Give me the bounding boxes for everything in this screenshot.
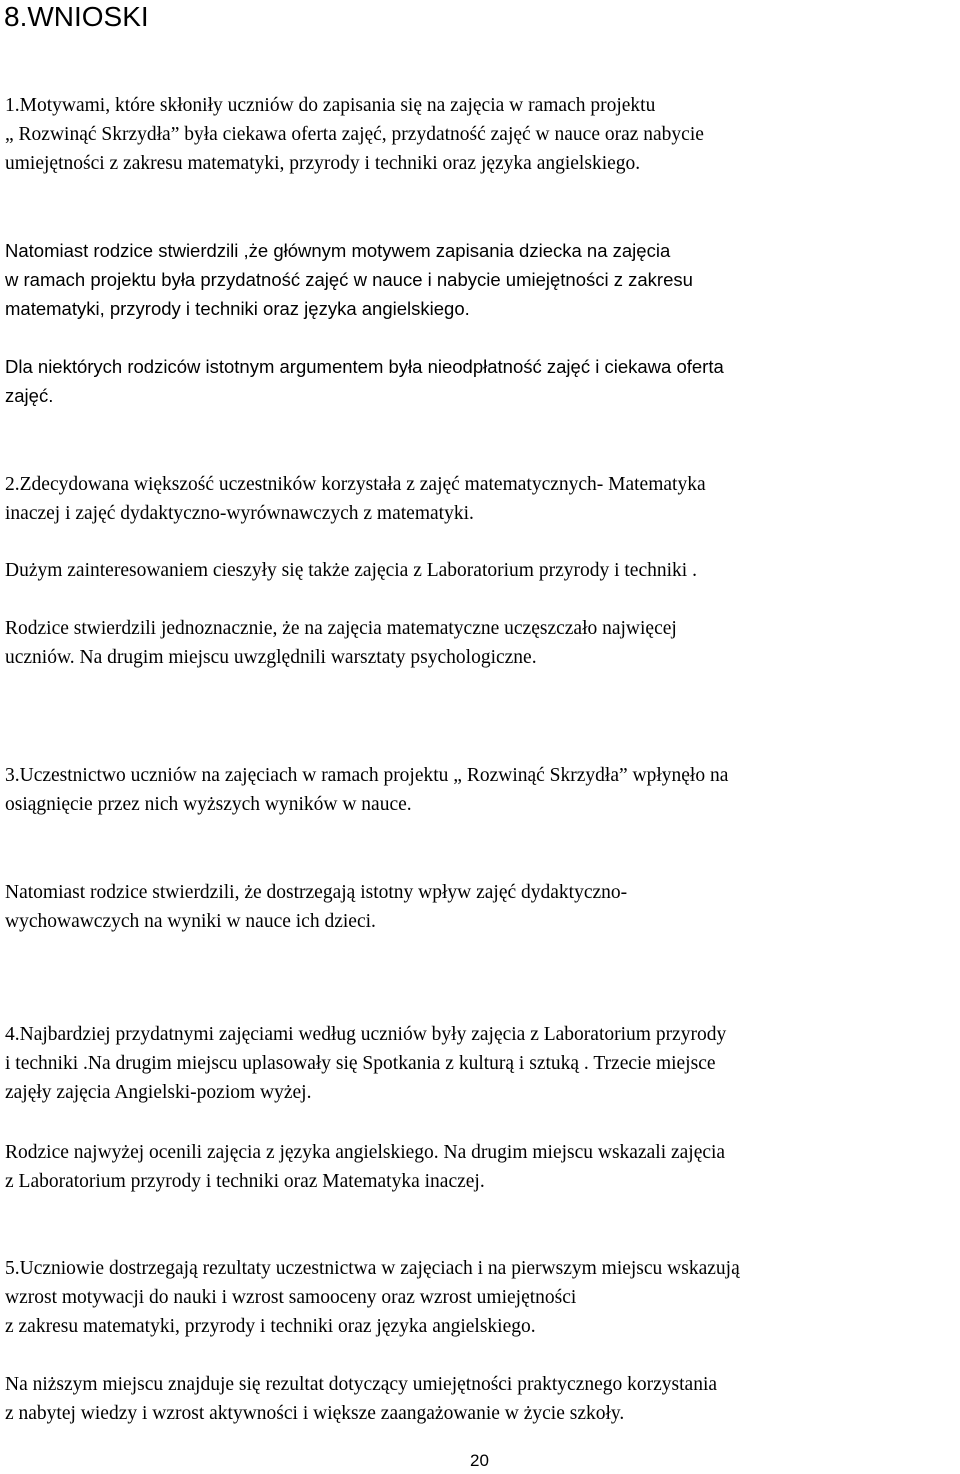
text-line: z Laboratorium przyrody i techniki oraz Matematyka inaczej. <box>5 1171 485 1192</box>
text-line: Rodzice stwierdzili jednoznacznie, że na zajęcia matematyczne uczęszczało najwięcej <box>5 618 677 639</box>
text-line: Rodzice najwyżej ocenili zajęcia z języka angielskiego. Na drugim miejscu wskazali zajęcia <box>5 1142 726 1163</box>
text-line: „ Rozwinąć Skrzydła” była ciekawa oferta zajęć, przydatność zajęć w nauce oraz nabycie <box>5 124 704 145</box>
text-line: Natomiast rodzice stwierdzili ,że głównym motywem zapisania dziecka na zajęcia <box>5 240 671 261</box>
text-line: Dużym zainteresowaniem cieszyły się także zajęcia z Laboratorium przyrody i techniki . <box>5 560 697 581</box>
text-line: wychowawczych na wyniki w nauce ich dzieci. <box>5 911 376 932</box>
page-number: 20 <box>470 1451 489 1470</box>
text-line: z nabytej wiedzy i wzrost aktywności i większe zaangażowanie w życie szkoły. <box>5 1403 625 1424</box>
text-line: wzrost motywacji do nauki i wzrost samooceny oraz wzrost umiejętności <box>5 1287 577 1308</box>
text-line: 4.Najbardziej przydatnymi zajęciami według uczniów były zajęcia z Laboratorium przyrody <box>5 1024 727 1045</box>
text-line: i techniki .Na drugim miejscu uplasowały się Spotkania z kulturą i sztuką . Trzecie miejsce <box>5 1053 716 1074</box>
text-line: umiejętności z zakresu matematyki, przyrody i techniki oraz języka angielskiego. <box>5 153 641 174</box>
text-line: w ramach projektu była przydatność zajęć w nauce i nabycie umiejętności z zakresu <box>5 269 693 290</box>
text-line: 2.Zdecydowana większość uczestników korzystała z zajęć matematycznych- Matematyka <box>5 474 706 495</box>
text-line: 5.Uczniowie dostrzegają rezultaty uczestnictwa w zajęciach i na pierwszym miejscu wskazują <box>5 1258 740 1279</box>
text-line: z zakresu matematyki, przyrody i techniki oraz języka angielskiego. <box>5 1316 536 1337</box>
section-heading: 8.WNIOSKI <box>4 1 149 32</box>
text-line: zajęć. <box>5 385 54 406</box>
text-line: osiągnięcie przez nich wyższych wyników w nauce. <box>5 794 412 815</box>
text-line: matematyki, przyrody i techniki oraz języka angielskiego. <box>5 298 470 319</box>
text-line: zajęły zajęcia Angielski-poziom wyżej. <box>5 1082 312 1103</box>
text-line: inaczej i zajęć dydaktyczno-wyrównawczych z matematyki. <box>5 503 474 524</box>
text-line: 1.Motywami, które skłoniły uczniów do zapisania się na zajęcia w ramach projektu <box>5 95 656 116</box>
text-line: Na niższym miejscu znajduje się rezultat dotyczący umiejętności praktycznego korzystania <box>5 1374 718 1395</box>
text-line: 3.Uczestnictwo uczniów na zajęciach w ramach projektu „ Rozwinąć Skrzydła” wpłynęło na <box>5 765 729 786</box>
text-line: Dla niektórych rodziców istotnym argumentem była nieodpłatność zajęć i ciekawa oferta <box>5 356 724 377</box>
text-line: uczniów. Na drugim miejscu uwzględnili warsztaty psychologiczne. <box>5 647 537 668</box>
text-line: Natomiast rodzice stwierdzili, że dostrzegają istotny wpływ zajęć dydaktyczno- <box>5 882 628 903</box>
